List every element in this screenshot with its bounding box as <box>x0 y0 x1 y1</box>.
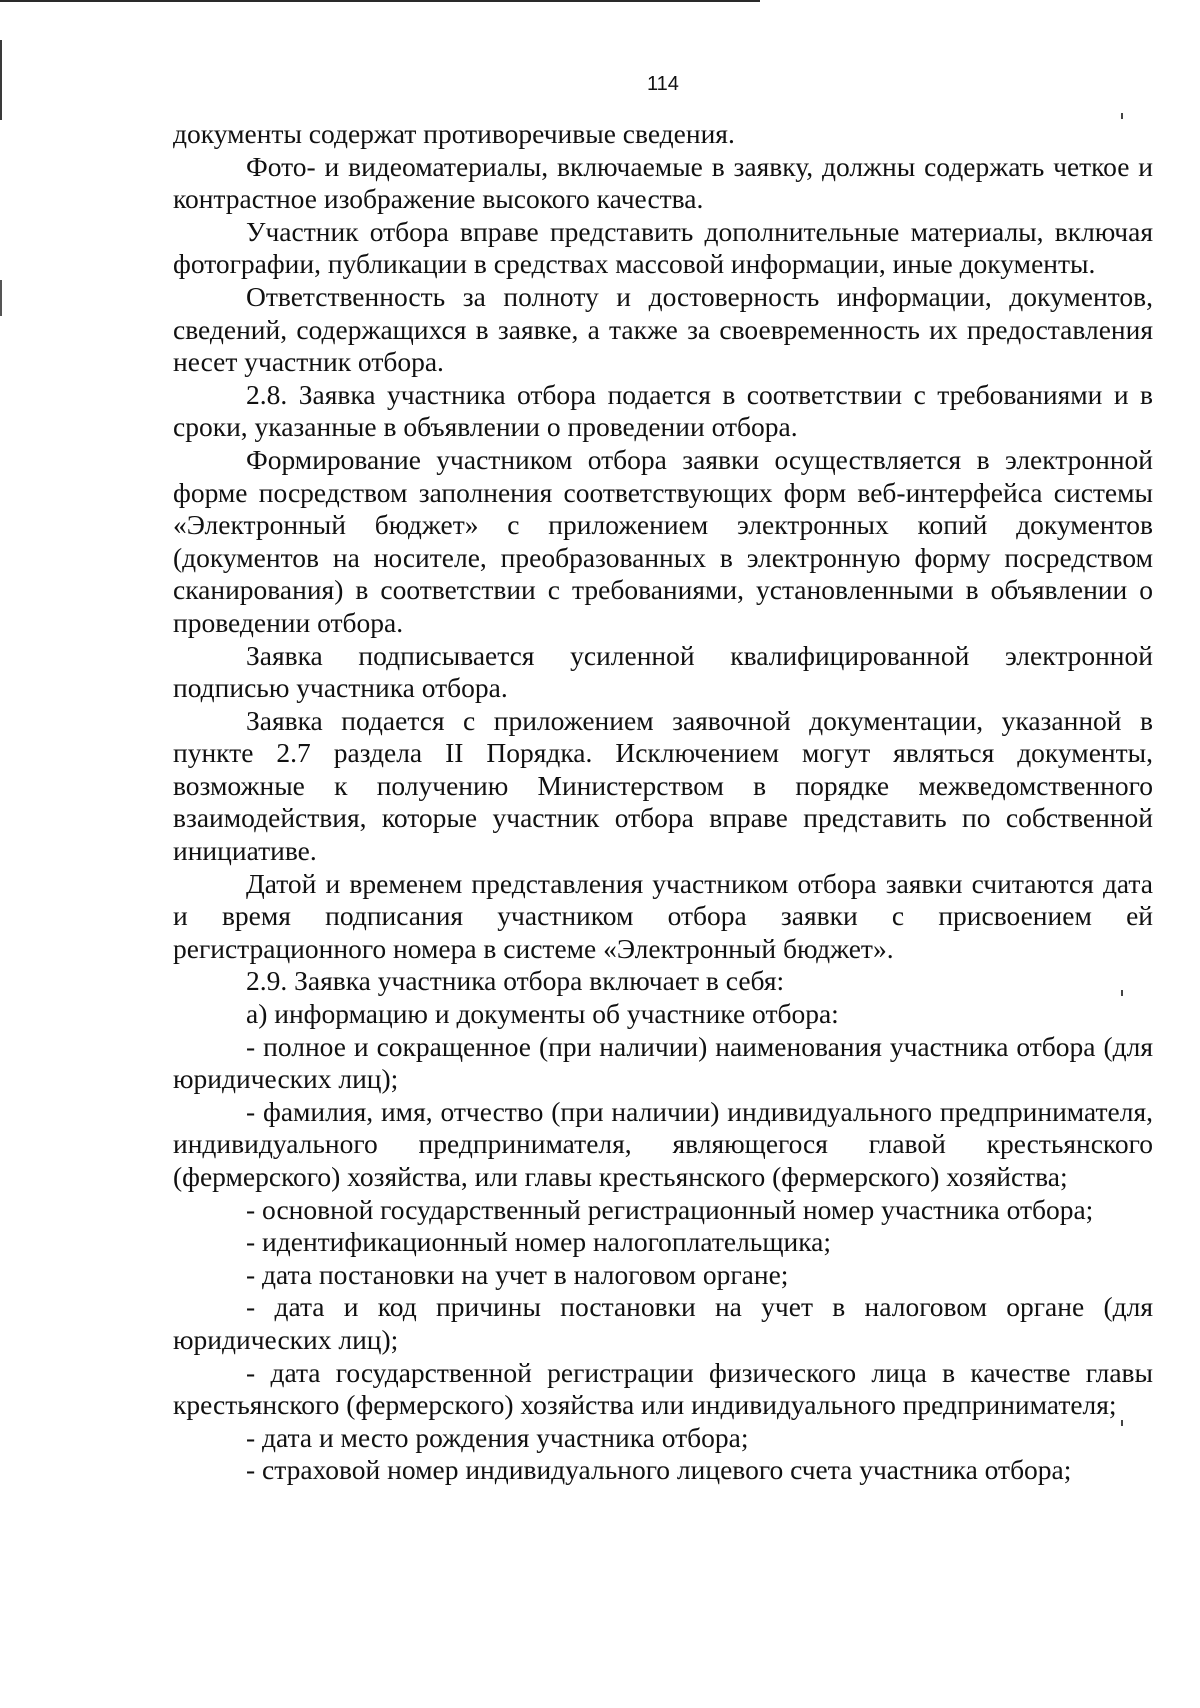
paragraph: 2.8. Заявка участника отбора подается в соответствии с требованиями и в сроки, указанные в объявлении о проведении отбора. <box>173 378 1153 443</box>
list-item: - идентификационный номер налогоплательщика; <box>246 1226 832 1258</box>
paragraph: Участник отбора вправе представить дополнительные материалы, включая фотографии, публикации в средствах массовой информации, иные документы. <box>173 215 1153 280</box>
paragraph: Ответственность за полноту и достоверность информации, документов, сведений, содержащихся в заявке, а также за своевременность их предоставления несет участник отбора. <box>173 280 1153 378</box>
page-number: 114 <box>647 73 679 95</box>
list-item: - дата и место рождения участника отбора; <box>246 1421 749 1453</box>
document-body <box>173 118 1153 1487</box>
list-item: - фамилия, имя, отчество (при наличии) индивидуального предпринимателя, индивидуального предпринимателя, являющегося главой крестьянского (фермерского) хозяйства, или главы крестьянского (фермерского) хозяйства; <box>173 1095 1153 1192</box>
paragraph: Формирование участником отбора заявки осуществляется в электронной форме посредством заполнения соответствующих форм веб-интерфейса системы «Электронный бюджет» с приложением электронных копий документов (документов на носителе, преобразованных в электронную форму посредством сканирования) в соответствии с требованиями, установленными в объявлении о проведении отбора. <box>173 443 1153 638</box>
list-item: - страховой номер индивидуального лицевого счета участника отбора; <box>246 1454 1072 1486</box>
paragraph: Заявка подается с приложением заявочной документации, указанной в пункте 2.7 раздела II Порядка. Исключением могут являться документы, возможные к получению Министерством в порядке межведомственного взаимодействия, которые участник отбора вправе представить по собственной инициативе. <box>173 704 1153 867</box>
paragraph: 2.9. Заявка участника отбора включает в себя: <box>246 965 785 997</box>
list-item: - дата и код причины постановки на учет в налоговом органе (для юридических лиц); <box>173 1291 1153 1355</box>
paragraph: Заявка подписывается усиленной квалифицированной электронной подписью участника отбора. <box>173 639 1153 704</box>
paragraph: а) информацию и документы об участнике отбора: <box>246 998 839 1030</box>
paragraph: документы содержат противоречивые сведения. <box>173 118 735 149</box>
paragraph: Датой и временем представления участником отбора заявки считаются дата и время подписания участником отбора заявки с присвоением ей регистрационного номера в системе «Электронный бюджет». <box>173 867 1153 964</box>
list-item: - дата постановки на учет в налоговом органе; <box>246 1258 789 1290</box>
list-item: - полное и сокращенное (при наличии) наименования участника отбора (для юридических лиц); <box>173 1030 1153 1095</box>
scan-edge-mark <box>0 280 2 316</box>
list-item: - дата государственной регистрации физического лица в качестве главы крестьянского (фермерского) хозяйства или индивидуального предпринимателя; <box>173 1356 1153 1421</box>
scan-edge-line <box>0 0 760 2</box>
paragraph: Фото- и видеоматериалы, включаемые в заявку, должны содержать четкое и контрастное изображение высокого качества. <box>173 150 1153 215</box>
list-item: - основной государственный регистрационный номер участника отбора; <box>246 1193 1094 1225</box>
